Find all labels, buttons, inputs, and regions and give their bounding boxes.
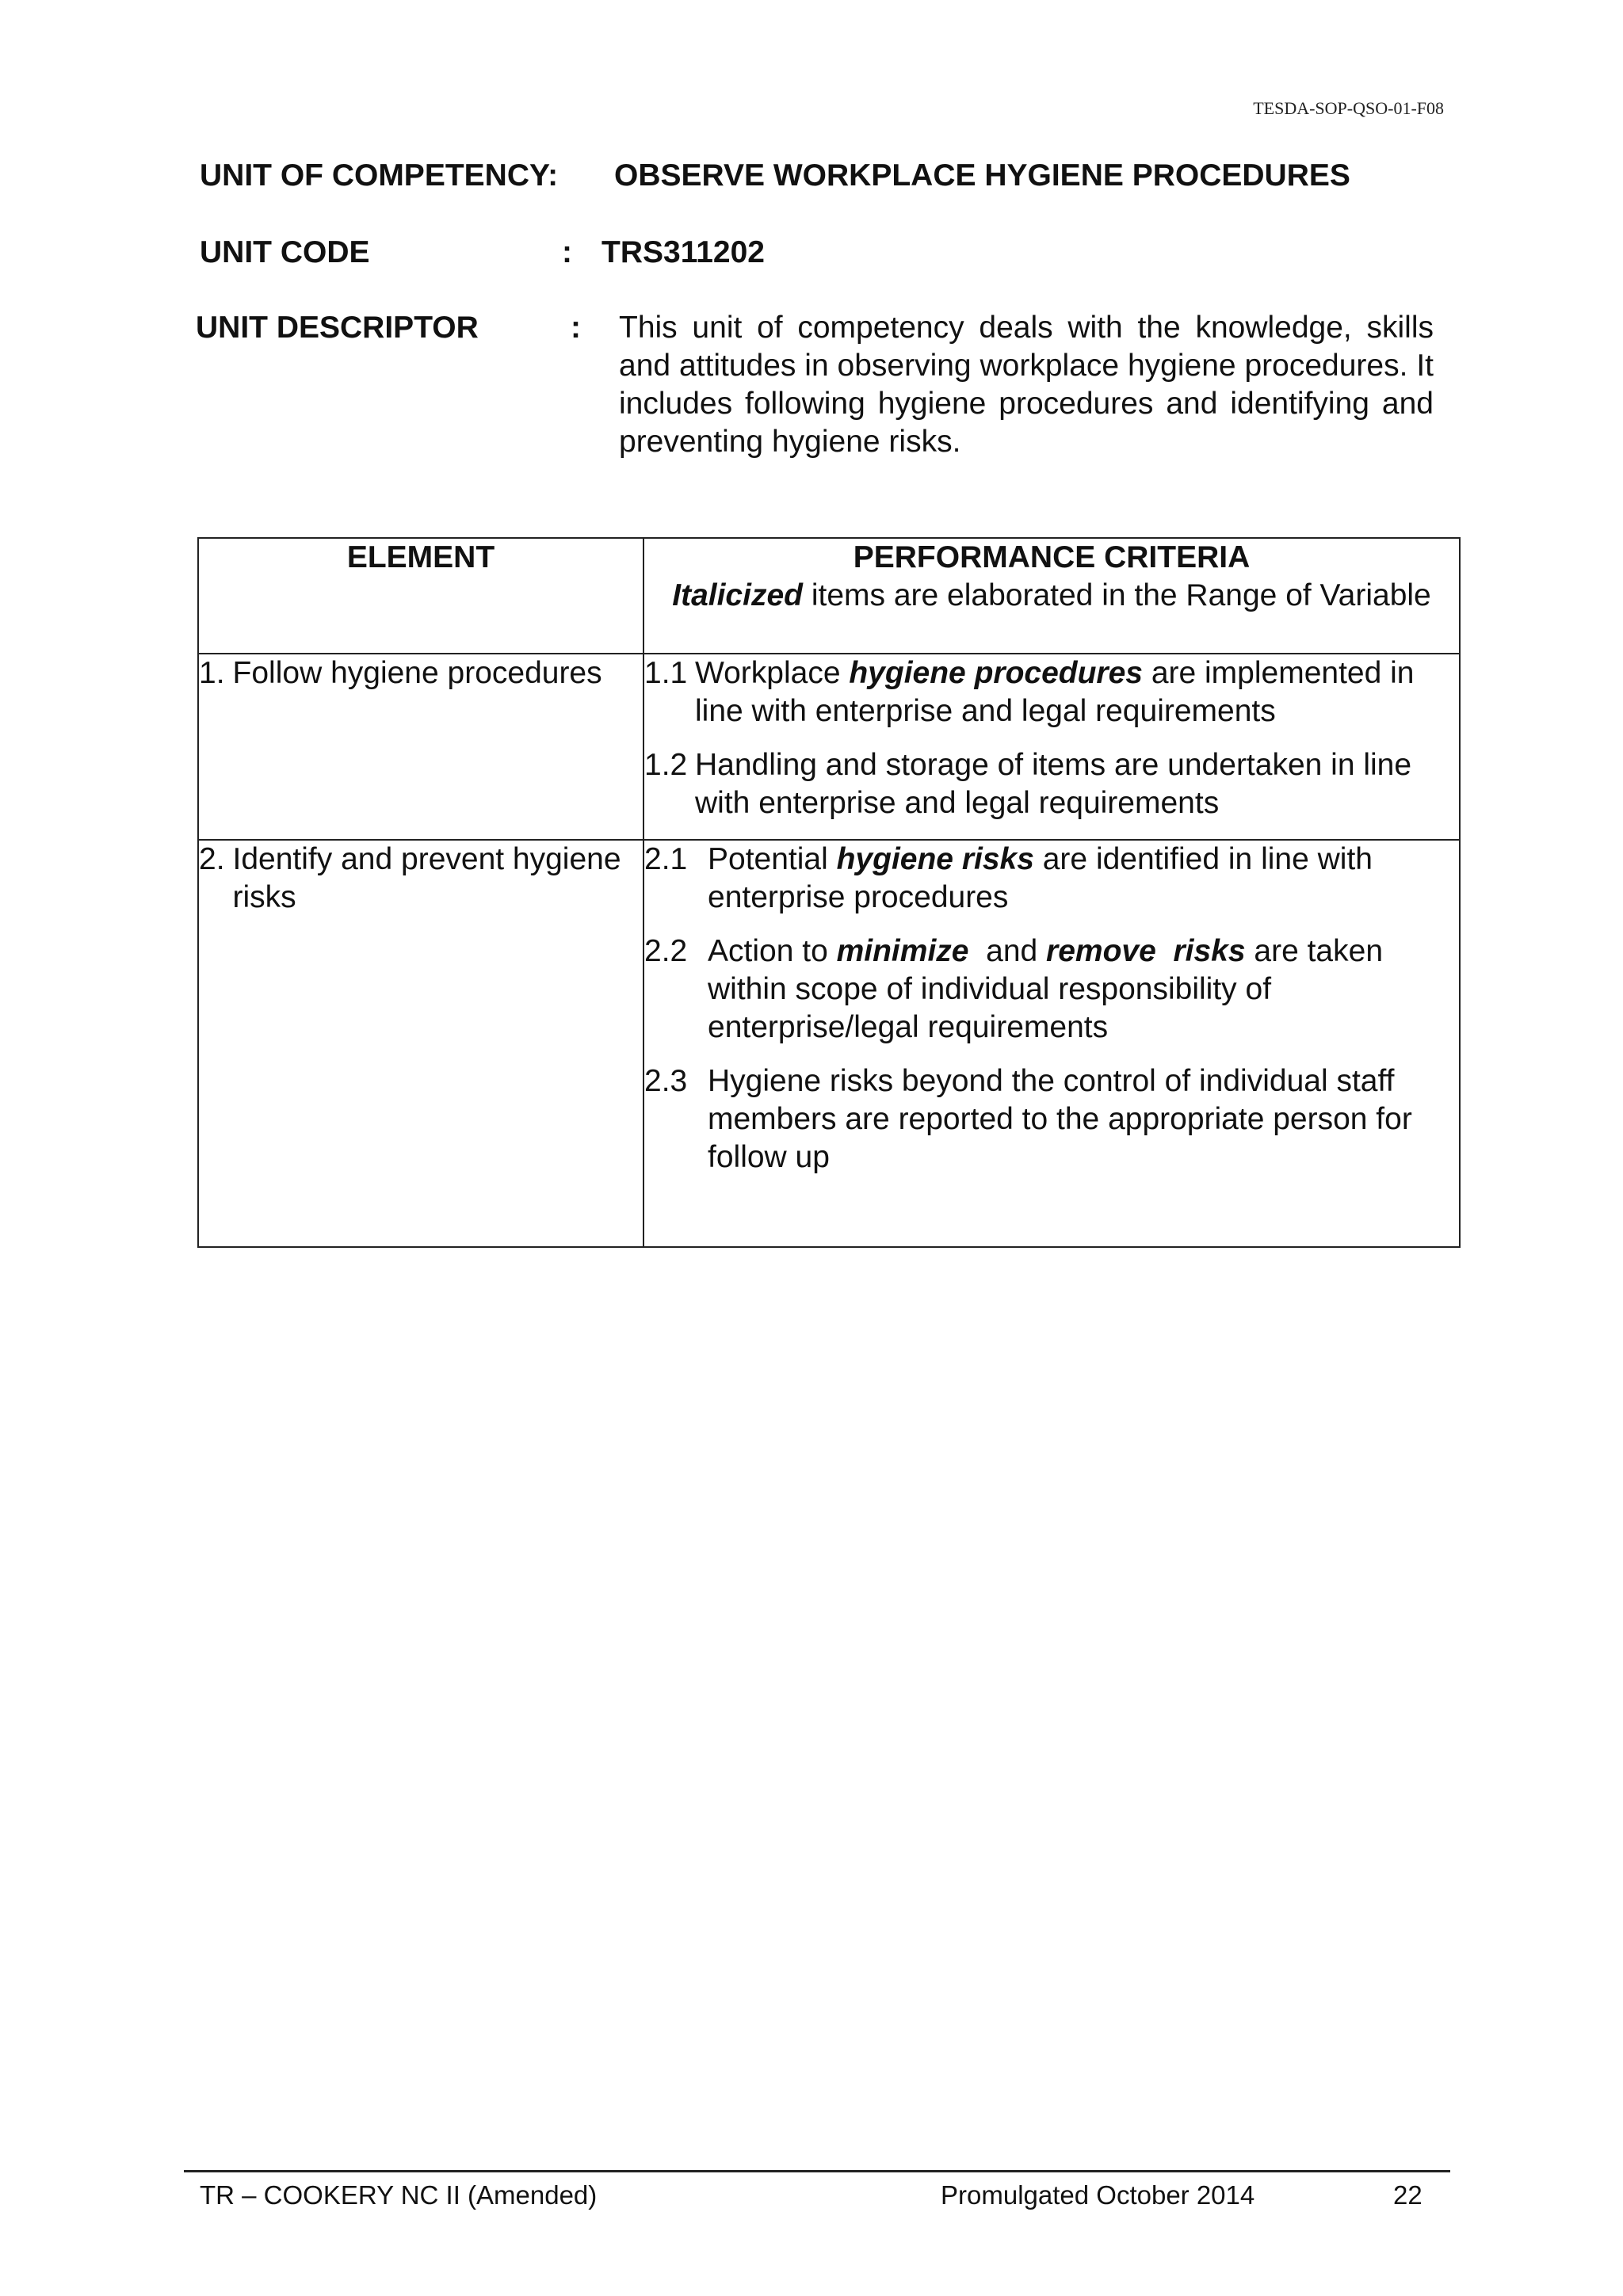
criterion-emphasis: hygiene procedures (849, 656, 1143, 690)
criterion-text-part: are identified in line with enterprise procedures (708, 842, 1373, 914)
unit-of-competency-value: OBSERVE WORKPLACE HYGIENE PROCEDURES (614, 158, 1350, 193)
element-cell (198, 654, 643, 840)
unit-descriptor-label: UNIT DESCRIPTOR (196, 311, 479, 345)
criterion-number: 1.2 (644, 748, 688, 782)
unit-descriptor-colon: : (571, 311, 581, 345)
criterion-text-part: are taken within scope of individual responsibility of enterprise/legal requirements (708, 934, 1392, 1044)
footer-center: Promulgated October 2014 (941, 2180, 1255, 2210)
criterion-emphasis: hygiene risks (836, 842, 1034, 876)
criterion-number: 2.3 (644, 1064, 688, 1098)
table-row (198, 840, 1460, 1247)
element-item (199, 841, 643, 917)
element-number: 1. (199, 656, 225, 690)
criterion-item (644, 654, 1459, 730)
criterion-item (644, 841, 1459, 917)
footer-left: TR – COOKERY NC II (Amended) (200, 2180, 598, 2210)
element-cell (198, 840, 643, 1247)
element-item (199, 654, 643, 692)
criterion-emphasis: minimize (836, 934, 969, 968)
element-text: Identify and prevent hygiene risks (232, 842, 621, 914)
criterion-text-part: Workplace (695, 656, 850, 690)
page-number: 22 (1393, 2180, 1423, 2210)
criterion-item (644, 746, 1459, 822)
criterion-number: 1.1 (644, 656, 688, 690)
performance-criteria-title: PERFORMANCE CRITERIA (853, 540, 1251, 574)
criterion-text (708, 841, 1459, 917)
table-row (198, 654, 1460, 840)
criterion-text-part: Potential (708, 842, 837, 876)
criterion-text (695, 654, 1459, 730)
unit-code-colon: : (562, 235, 572, 269)
performance-criteria-table (197, 537, 1461, 1248)
unit-descriptor-text: This unit of competency deals with the knowledge, skills and attitudes in observing workplace hygiene procedures. It includes following hygiene procedures and identifying and preventing hygiene risks. (619, 311, 1434, 459)
criterion-text (708, 933, 1459, 1047)
criterion-number: 2.1 (644, 842, 688, 876)
unit-code-label: UNIT CODE (200, 235, 370, 269)
document-code: TESDA-SOP-QSO-01-F08 (1253, 98, 1444, 118)
performance-criteria-header (643, 538, 1460, 654)
criterion-item (644, 933, 1459, 1047)
criteria-cell (643, 840, 1460, 1247)
unit-code-value: TRS311202 (601, 235, 765, 269)
element-number: 2. (199, 842, 225, 876)
criterion-text-part: are implemented in line with enterprise and legal requirements (695, 656, 1415, 728)
footer-divider (184, 2170, 1450, 2172)
criterion-text: Hygiene risks beyond the control of individual staff members are reported to the appropriate person for follow up (708, 1064, 1412, 1174)
italicized-note-text: items are elaborated in the Range of Variable (802, 578, 1431, 612)
criterion-text-part: Action to (708, 934, 837, 968)
element-header: ELEMENT (198, 538, 643, 654)
element-text: Follow hygiene procedures (232, 656, 602, 690)
italicized-note-emphasis: Italicized (672, 578, 803, 612)
criterion-text: Handling and storage of items are undertaken in line with enterprise and legal requirements (695, 748, 1412, 820)
unit-of-competency-label: UNIT OF COMPETENCY: (200, 158, 559, 193)
criterion-text-part: and (968, 934, 1047, 968)
criterion-emphasis: remove risks (1046, 934, 1246, 968)
criterion-number: 2.2 (644, 934, 688, 968)
criteria-cell (643, 654, 1460, 840)
criterion-item (644, 1062, 1459, 1177)
